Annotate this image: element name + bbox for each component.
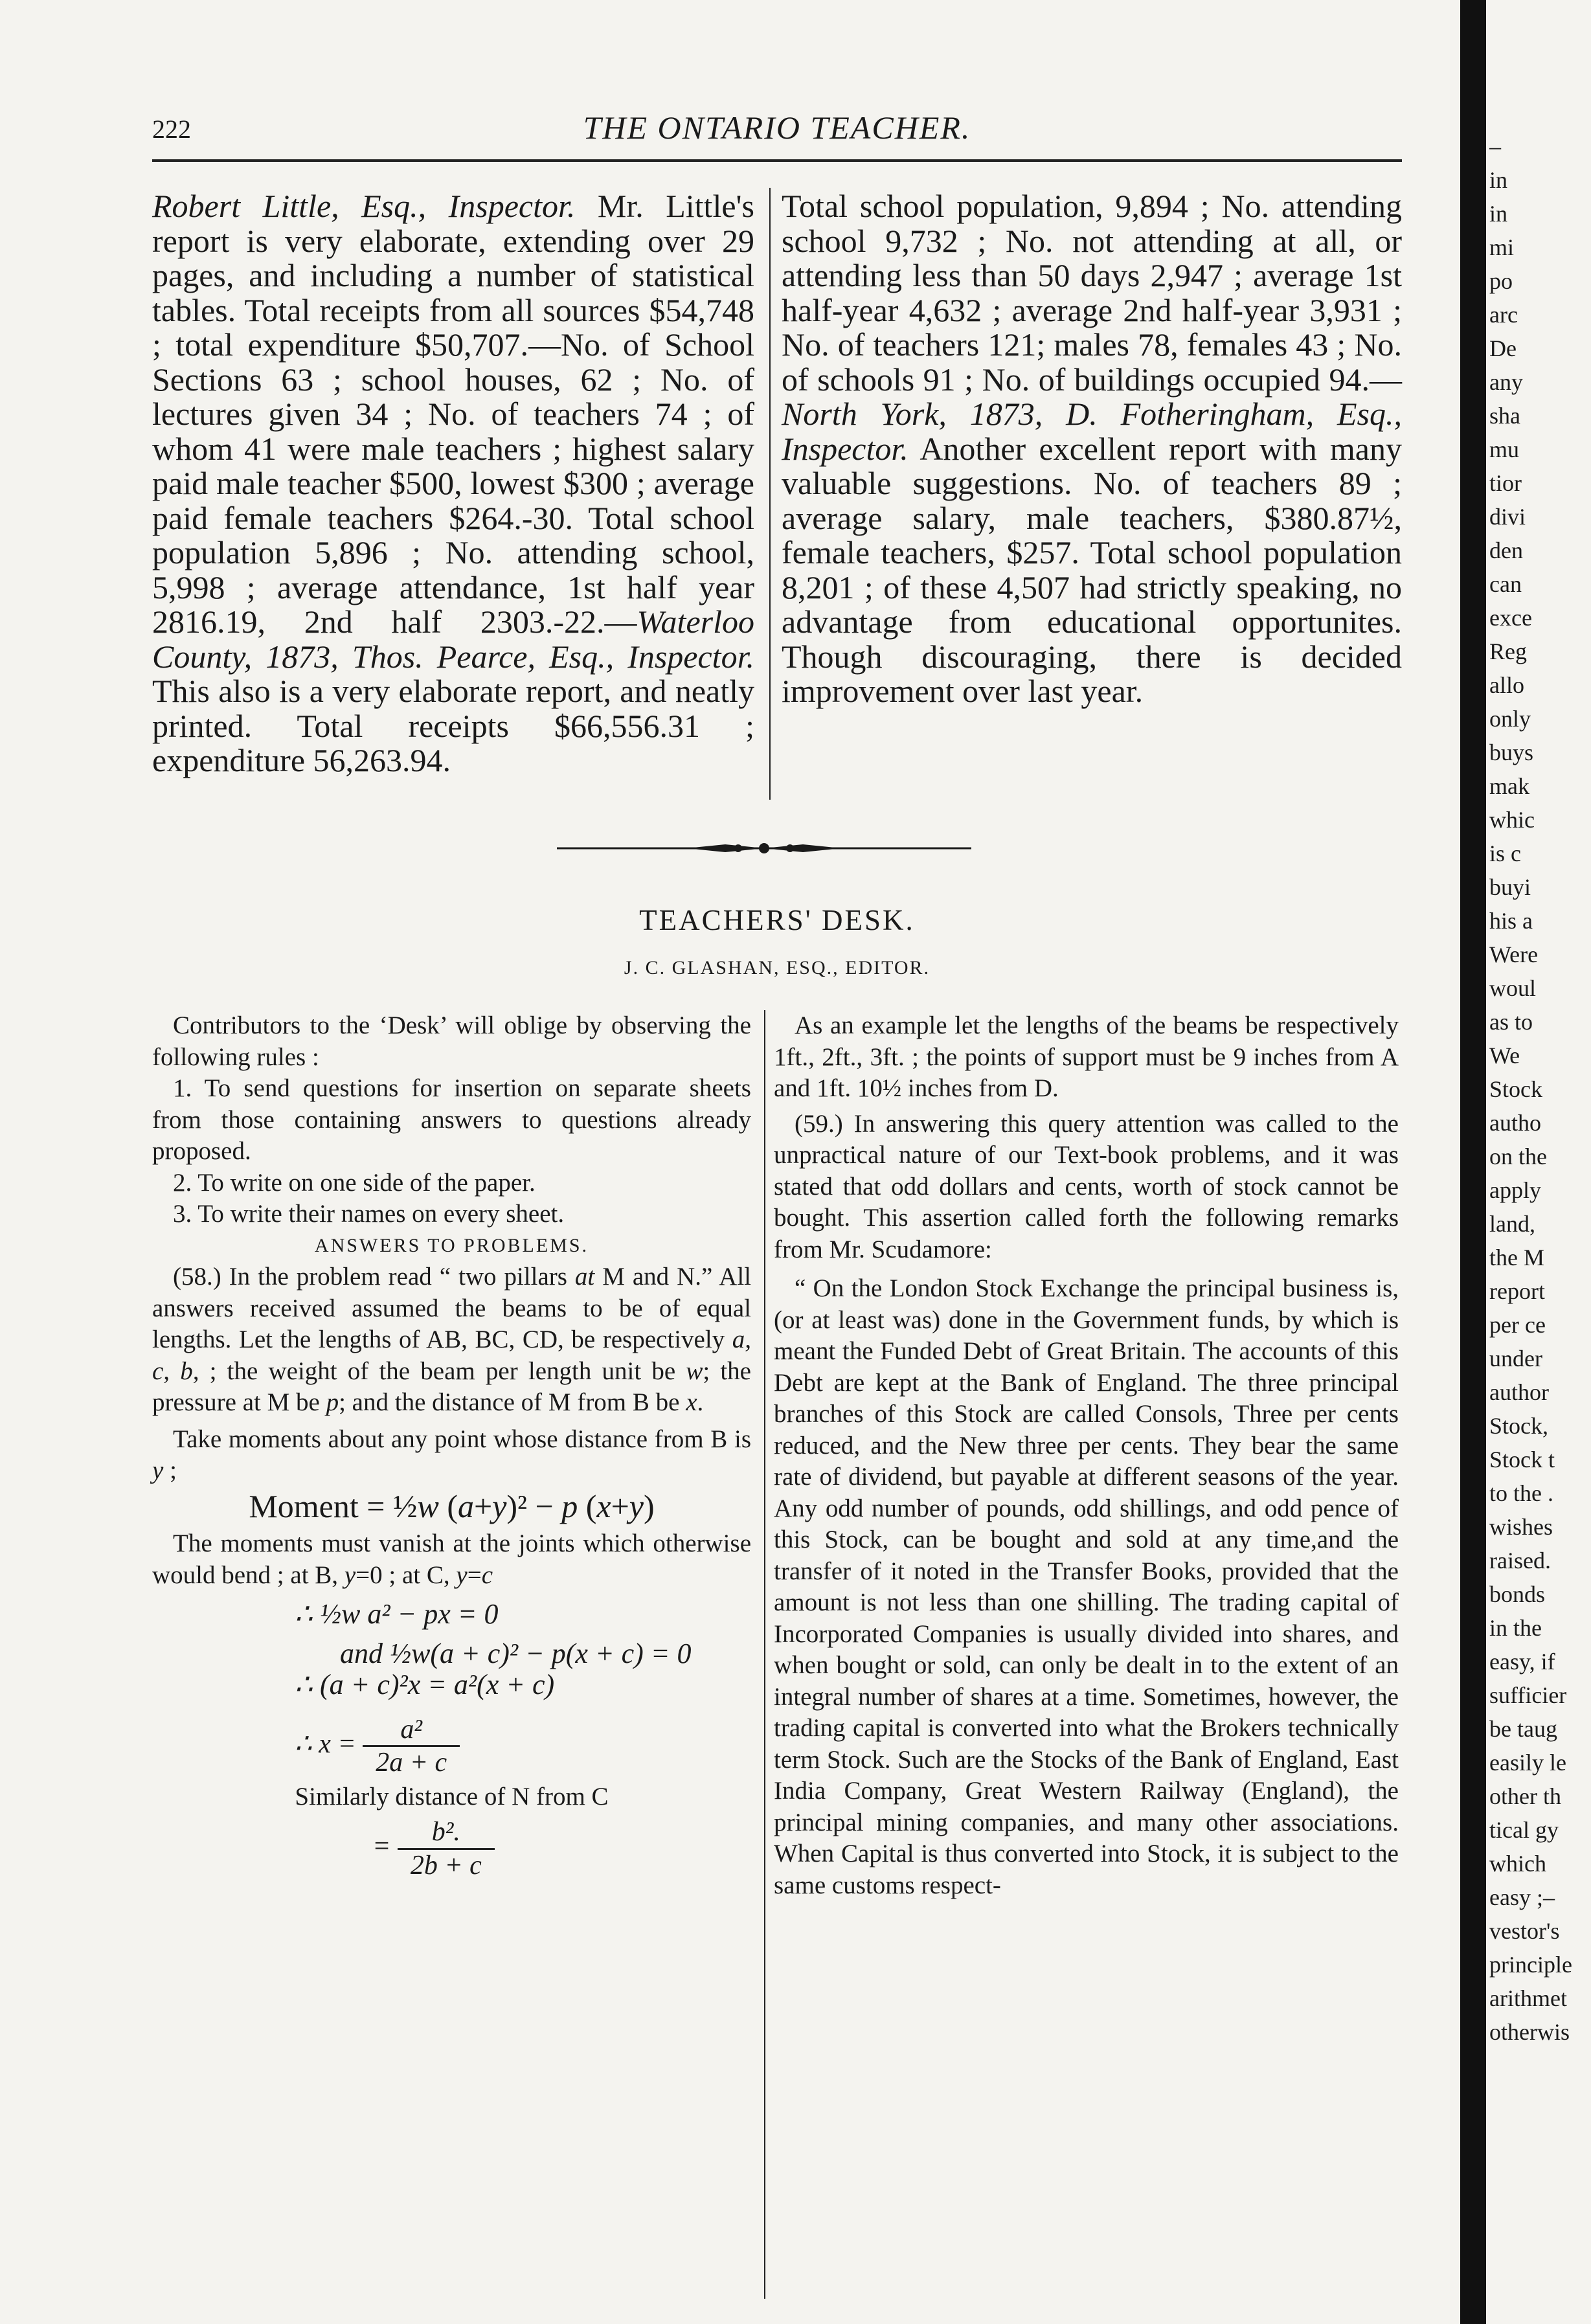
margin-fragment: De bbox=[1489, 335, 1517, 361]
margin-fragment: buys bbox=[1489, 739, 1534, 765]
equation-1: ∴ ½w a² − px = 0 bbox=[295, 1598, 499, 1630]
fraction-x-numerator: a² bbox=[400, 1714, 422, 1744]
margin-fragment: per ce bbox=[1489, 1312, 1546, 1338]
answer-59: (59.) In answering this query attention was called to the unpractical nature of our Text-book problems, and it was stated that odd dollars and cents, worth of stock cannot be bought. This assertion called forth the following remarks from Mr. Scudamore: bbox=[774, 1109, 1399, 1263]
margin-fragment: easy ;– bbox=[1489, 1884, 1555, 1910]
margin-fragment: arc bbox=[1489, 302, 1518, 328]
margin-fragment: mi bbox=[1489, 234, 1515, 260]
fraction-n-denominator: 2b + c bbox=[398, 1848, 495, 1882]
margin-fragment: in bbox=[1489, 167, 1508, 193]
margin-fragment: Stock t bbox=[1489, 1447, 1555, 1472]
margin-fragment: raised. bbox=[1489, 1548, 1551, 1574]
fraction-n bbox=[398, 1816, 495, 1881]
margin-fragment: can bbox=[1489, 571, 1522, 597]
equation-5 bbox=[152, 1816, 751, 1881]
margin-fragment: land, bbox=[1489, 1211, 1535, 1237]
margin-fragment: other th bbox=[1489, 1783, 1561, 1809]
equation-3: ∴ (a + c)²x = a²(x + c) bbox=[295, 1669, 555, 1700]
moment-equation: Moment = ½w (a+y)² − p (x+y) bbox=[249, 1487, 655, 1524]
running-head bbox=[152, 109, 1402, 154]
answer-58: (58.) In the problem read “ two pillars at M and N.” All answers received assumed the beams to be of equal lengths. Let the lengths of AB, BC, CD, be respectively a, c, b, ; the weight of the beam per length unit be w; the pressure at M be p; and the distance of M from B be x. bbox=[152, 1263, 751, 1416]
margin-fragment: otherwis bbox=[1489, 2019, 1570, 2045]
margin-fragment: exce bbox=[1489, 605, 1532, 631]
beam-example: As an example let the lengths of the beams be respectively 1ft., 2ft., 3ft. ; the points of support must be 9 inches from A and 1ft. 10½ inches from D. bbox=[774, 1011, 1399, 1102]
margin-fragment: mu bbox=[1489, 436, 1520, 462]
margin-fragment: arithmet bbox=[1489, 1985, 1567, 2011]
margin-fragment: only bbox=[1489, 706, 1531, 732]
margin-fragment: We bbox=[1489, 1043, 1520, 1068]
top-column-divider bbox=[769, 188, 771, 800]
moments-vanish: The moments must vanish at the joints which otherwise would bend ; at B, y=0 ; at C, y=c bbox=[152, 1529, 751, 1589]
margin-fragment: author bbox=[1489, 1379, 1549, 1405]
equation-2: and ½w(a + c)² − p(x + c) = 0 bbox=[340, 1637, 692, 1669]
margin-fragment: sufficier bbox=[1489, 1682, 1567, 1708]
similarly-line: Similarly distance of N from C bbox=[295, 1782, 609, 1811]
margin-fragment: the M bbox=[1489, 1245, 1544, 1270]
margin-fragment: mak bbox=[1489, 773, 1529, 799]
take-moments: Take moments about any point whose distance from B is y ; bbox=[152, 1425, 751, 1484]
section-ornament bbox=[557, 839, 971, 858]
lower-column-divider bbox=[764, 1010, 765, 2299]
margin-fragment: allo bbox=[1489, 672, 1524, 698]
margin-fragment: principle bbox=[1489, 1952, 1572, 1978]
margin-fragment: po bbox=[1489, 268, 1513, 294]
margin-fragment: sha bbox=[1489, 403, 1520, 429]
margin-fragment: autho bbox=[1489, 1110, 1541, 1136]
fraction-x-denominator: 2a + c bbox=[363, 1745, 460, 1779]
page-gutter-shadow bbox=[1460, 0, 1486, 2324]
margin-fragment: which bbox=[1489, 1851, 1546, 1877]
journal-title: THE ONTARIO TEACHER. bbox=[583, 109, 971, 146]
margin-fragment: Stock bbox=[1489, 1076, 1543, 1102]
margin-fragment: as to bbox=[1489, 1009, 1533, 1035]
margin-fragment: woul bbox=[1489, 975, 1536, 1001]
margin-fragment: easy, if bbox=[1489, 1649, 1555, 1675]
margin-fragment: Stock, bbox=[1489, 1413, 1549, 1439]
answers-heading: ANSWERS TO PROBLEMS. bbox=[314, 1234, 589, 1256]
margin-fragment: is c bbox=[1489, 840, 1521, 866]
header-rule bbox=[152, 159, 1402, 162]
top-right-text: Total school population, 9,894 ; No. attending school 9,732 ; No. not attending at all, or attending less than 50 days 2,947 ; average 1st half-year 4,632 ; average 2nd half-year 3,931 ; No. of teachers 121; males 78, females 43 ; No. of schools 91 ; No. of buildings occupied 94.—North York, 1873, D. Fotheringham, Esq., Inspector. Another excellent report with many valuable suggestions. No. of teachers 89 ; average salary, male teachers, $380.87½, female teachers, $257. Total school population 8,201 ; of these 4,507 had strictly speaking, no advantage from educational opportunites. Though discouraging, there is decided improvement over last year. bbox=[782, 188, 1402, 709]
rule-3: 3. To write their names on every sheet. bbox=[173, 1200, 565, 1228]
margin-fragment: den bbox=[1489, 537, 1523, 563]
top-left-text: Robert Little, Esq., Inspector. Mr. Little's report is very elaborate, extending over 29 pages, and including a number of statistical tables. Total receipts from all sources $54,748 ; total expenditure $50,707.—No. of School Sections 63 ; school houses, 62 ; No. of lectures given 34 ; No. of teachers 74 ; of whom 41 were male teachers ; highest salary paid male teacher $500, lowest $300 ; average paid female teachers $264.-30. Total school population 5,896 ; No. attending school, 5,998 ; average attendance, 1st half year 2816.19, 2nd half 2303.-22.—Waterloo County, 1873, Thos. Pearce, Esq., Inspector. This also is a very elaborate report, and neatly printed. Total receipts $66,556.31 ; expenditure 56,263.94. bbox=[152, 188, 754, 778]
fraction-x bbox=[363, 1714, 460, 1779]
equation-5-lhs: = bbox=[372, 1831, 391, 1862]
fraction-n-numerator: b². bbox=[431, 1817, 460, 1847]
margin-fragment: under bbox=[1489, 1346, 1542, 1371]
margin-fragment: to the . bbox=[1489, 1480, 1553, 1506]
margin-fragment: in bbox=[1489, 201, 1508, 227]
margin-fragment: be taug bbox=[1489, 1716, 1557, 1742]
margin-fragment: apply bbox=[1489, 1177, 1541, 1203]
rules-intro: Contributors to the ‘Desk’ will oblige by observing the following rules : bbox=[152, 1011, 751, 1071]
margin-fragment: tical gy bbox=[1489, 1817, 1559, 1843]
section-editor: J. C. GLASHAN, ESQ., EDITOR. bbox=[624, 957, 931, 978]
margin-fragment: – bbox=[1489, 133, 1501, 159]
equation-4 bbox=[152, 1714, 751, 1779]
margin-fragment: Were bbox=[1489, 942, 1539, 967]
margin-fragment: tior bbox=[1489, 470, 1522, 496]
margin-fragment: in the bbox=[1489, 1615, 1542, 1641]
adjacent-page-fragments bbox=[1489, 130, 1591, 2049]
margin-fragment: vestor's bbox=[1489, 1918, 1560, 1944]
margin-fragment: easily le bbox=[1489, 1750, 1566, 1776]
margin-fragment: buyi bbox=[1489, 874, 1531, 900]
equation-4-lhs: ∴ x = bbox=[295, 1729, 356, 1759]
margin-fragment: on the bbox=[1489, 1144, 1547, 1169]
margin-fragment: his a bbox=[1489, 908, 1533, 934]
rule-1: 1. To send questions for insertion on separate sheets from those containing answers to questions already proposed. bbox=[152, 1074, 751, 1165]
margin-fragment: divi bbox=[1489, 504, 1526, 530]
margin-fragment: Reg bbox=[1489, 638, 1527, 664]
margin-fragment: report bbox=[1489, 1278, 1545, 1304]
lower-right-column bbox=[774, 1010, 1399, 2299]
page-number: 222 bbox=[152, 115, 191, 144]
margin-fragment: any bbox=[1489, 369, 1523, 395]
margin-fragment: bonds bbox=[1489, 1581, 1546, 1607]
margin-fragment: wishes bbox=[1489, 1514, 1553, 1540]
rule-2: 2. To write on one side of the paper. bbox=[173, 1168, 536, 1197]
top-right-column bbox=[782, 189, 1402, 772]
lower-left-column bbox=[152, 1010, 751, 2299]
top-left-column bbox=[152, 189, 754, 811]
margin-fragment: whic bbox=[1489, 807, 1535, 833]
section-title: TEACHERS' DESK. bbox=[639, 904, 915, 936]
scudamore-quote: “ On the London Stock Exchange the principal business is, (or at least was) done in the Government funds, by which is meant the Funded Debt of Great Britain. The accounts of this Debt are kept at the Bank of England. The three principal branches of this Stock are called Consols, Three per cents reduced, and the New three per cents. They bear the same rate of dividend, but payable at different seasons of the year. Any odd number of pounds, odd shillings, and odd pence of this Stock, can be bought and sold at any time,and the transfer of it noted in the Transfer Books, provided that the amount is not less than one shilling. The trading capital of Incorporated Companies is usually divided into shares, and when bought or sold, can only be dealt in to the extent of an integral number of shares at a time. Sometimes, however, the trading capital is converted into what the Brokers technically term Stock. Such are the Stocks of the Bank of England, East India Company, Great Western Railway (England), the principal mining companies, and many other associations. When Capital is thus converted into Stock, it is subject to the same customs respect- bbox=[774, 1274, 1399, 1899]
